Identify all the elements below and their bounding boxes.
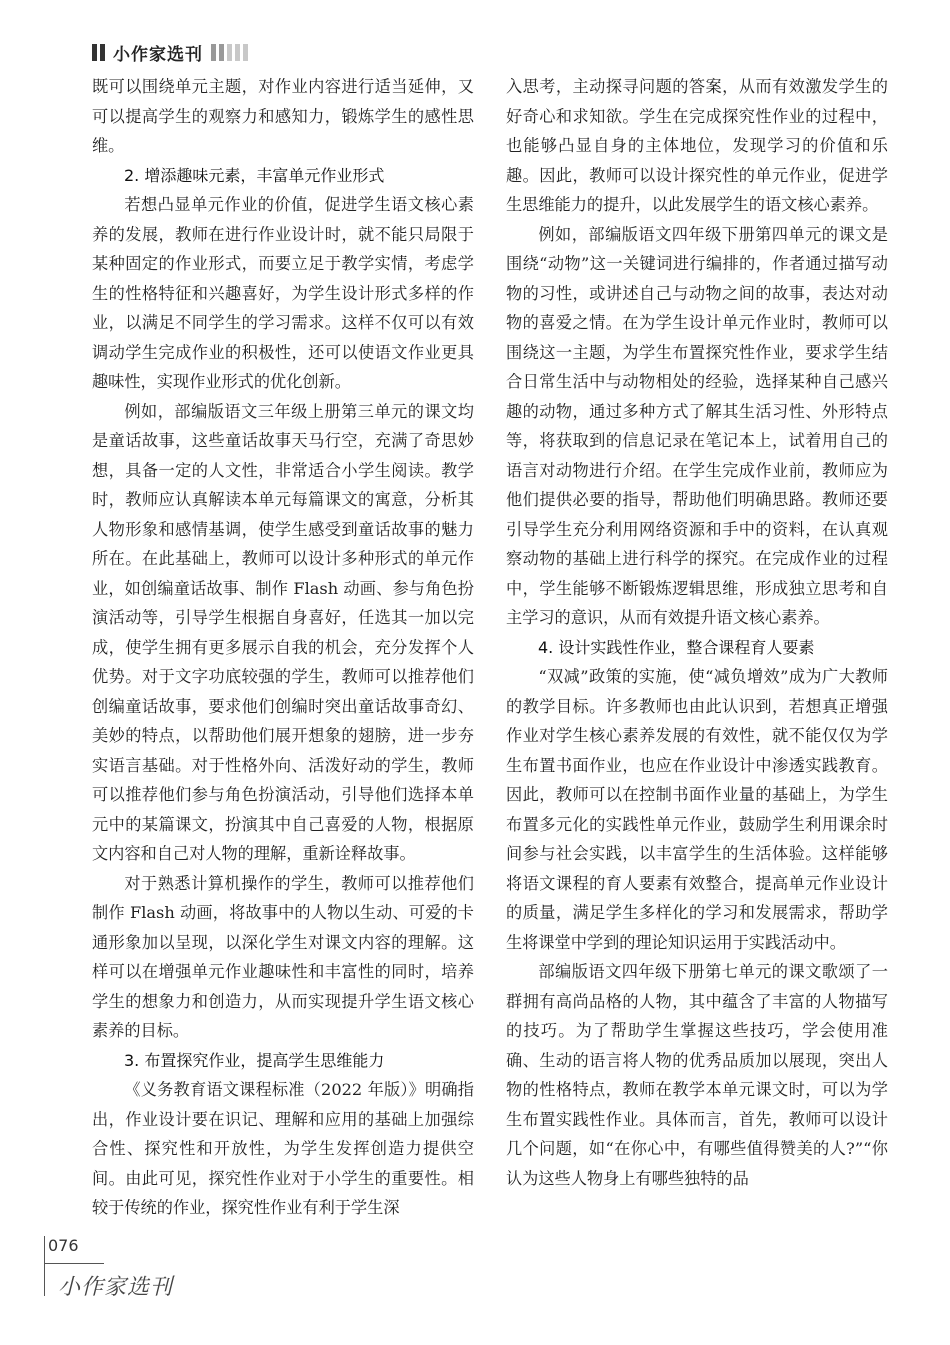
paragraph: 《义务教育语文课程标准（2022 年版）》明确指出，作业设计要在识记、理解和应用的基础上加强综合性、探究性和开放性，为学生发挥创造力提供空间。由此可见，探究性作业对于小学生的重要性。相较于传统的作业，探究性作业有利于学生深 [92, 1080, 474, 1217]
paragraph: 例如，部编版语文四年级下册第四单元的课文是围绕“动物”这一关键词进行编排的，作者通过描写动物的习性，或讲述自己与动物之间的故事，表达对动物的喜爱之情。在为学生设计单元作业时，教师可以围绕这一主题，为学生布置探究性作业，要求学生结合日常生活中与动物相处的经验，选择某种自己感兴趣的动物，通过多种方式了解其生活习性、外形特点等，将获取到的信息记录在笔记本上，试着用自己的语言对动物进行介绍。在学生完成作业前，教师应为他们提供必要的指导，帮助他们明确思路。教师还要引导学生充分利用网络资源和手中的资料，在认真观察动物的基础上进行科学的探究。在完成作业的过程中，学生能够不断锻炼逻辑思维，形成独立思考和自主学习的意识，从而有效提升语文核心素养。 [506, 224, 888, 627]
section-heading: 4. 设计实践性作业，整合课程育人要素 [538, 637, 815, 657]
paragraph: 部编版语文四年级下册第七单元的课文歌颂了一群拥有高尚品格的人物，其中蕴含了丰富的人物描写的技巧。为了帮助学生掌握这些技巧，学会使用准确、生动的语言将人物的优秀品质加以展现，突出人物的性格特点，教师在教学本单元课文时，可以为学生布置实践性作业。具体而言，首先，教师可以设计几个问题，如“在你心中，有哪些值得赞美的人?”“你认为这些人物身上有哪些独特的品 [506, 962, 888, 1188]
paragraph: 例如，部编版语文三年级上册第三单元的课文均是童话故事，这些童话故事天马行空，充满了奇思妙想，具备一定的人文性，非常适合小学生阅读。教学时，教师应认真解读本单元每篇课文的寓意，分析其人物形象和感情基调，使学生感受到童话故事的魅力所在。在此基础上，教师可以设计多种形式的单元作业，如创编童话故事、制作 Flash 动画、参与角色扮演活动等，引导学生根据自身喜好，任选其一加以完成，使学生拥有更多展示自我的机会，充分发挥个人优势。对于文字功底较强的学生，教师可以推荐他们创编童话故事，要求他们创编时突出童话故事奇幻、美妙的特点，以帮助他们展开想象的翅膀，进一步夯实语言基础。对于性格外向、活泼好动的学生，教师可以推荐他们参与角色扮演活动，引导他们选择本单元中的某篇课文，扮演其中自己喜爱的人物，根据原文内容和自己对人物的理解，重新诠释故事。 [92, 401, 474, 863]
paragraph: 对于熟悉计算机操作的学生，教师可以推荐他们制作 Flash 动画，将故事中的人物以生动、可爱的卡通形象加以呈现，以深化学生对课文内容的理解。这样可以在增强单元作业趣味性和丰富性的同时，培养学生的想象力和创造力，从而实现提升学生语文核心素养的目标。 [92, 873, 474, 1040]
header-title: 小作家选刊 [113, 44, 203, 65]
right-column [506, 72, 888, 1193]
footer-logo: 小作家选刊 [58, 1275, 174, 1300]
paragraph: 既可以围绕单元主题，对作业内容进行适当延伸，又可以提高学生的观察力和感知力，锻炼学生的感性思维。 [92, 77, 474, 155]
page-number: 076 [48, 1236, 79, 1255]
section-heading: 3. 布置探究作业，提高学生思维能力 [124, 1050, 385, 1070]
running-header [92, 40, 248, 64]
header-bars-icon [92, 44, 105, 61]
footer-rule-vertical [44, 1236, 45, 1296]
paragraph: “双减”政策的实施，使“减负增效”成为广大教师的教学目标。许多教师也由此认识到，若想真正增强作业对学生核心素养发展的有效性，就不能仅仅为学生布置书面作业，也应在作业设计中渗透实践教育。因此，教师可以在控制书面作业量的基础上，为学生布置多元化的实践性单元作业，鼓励学生利用课余时间参与社会实践，以丰富学生的生活体验。这样能够将语文课程的育人要素有效整合，提高单元作业设计的质量，满足学生多样化的学习和发展需求，帮助学生将课堂中学到的理论知识运用于实践活动中。 [506, 667, 888, 952]
footer-rule [44, 1263, 104, 1264]
paragraph: 入思考，主动探寻问题的答案，从而有效激发学生的好奇心和求知欲。学生在完成探究性作业的过程中，也能够凸显自身的主体地位，发现学习的价值和乐趣。因此，教师可以设计探究性的单元作业，促进学生思维能力的提升，以此发展学生的语文核心素养。 [506, 77, 888, 214]
section-heading: 2. 增添趣味元素，丰富单元作业形式 [124, 165, 385, 185]
left-column [92, 72, 474, 1223]
paragraph: 若想凸显单元作业的价值，促进学生语文核心素养的发展，教师在进行作业设计时，就不能只局限于某种固定的作业形式，而要立足于教学实情，考虑学生的性格特征和兴趣喜好，为学生设计形式多样的作业，以满足不同学生的学习需求。这样不仅可以有效调动学生完成作业的积极性，还可以使语文作业更具趣味性，实现作业形式的优化创新。 [92, 195, 474, 391]
header-decor-icon [211, 44, 248, 61]
